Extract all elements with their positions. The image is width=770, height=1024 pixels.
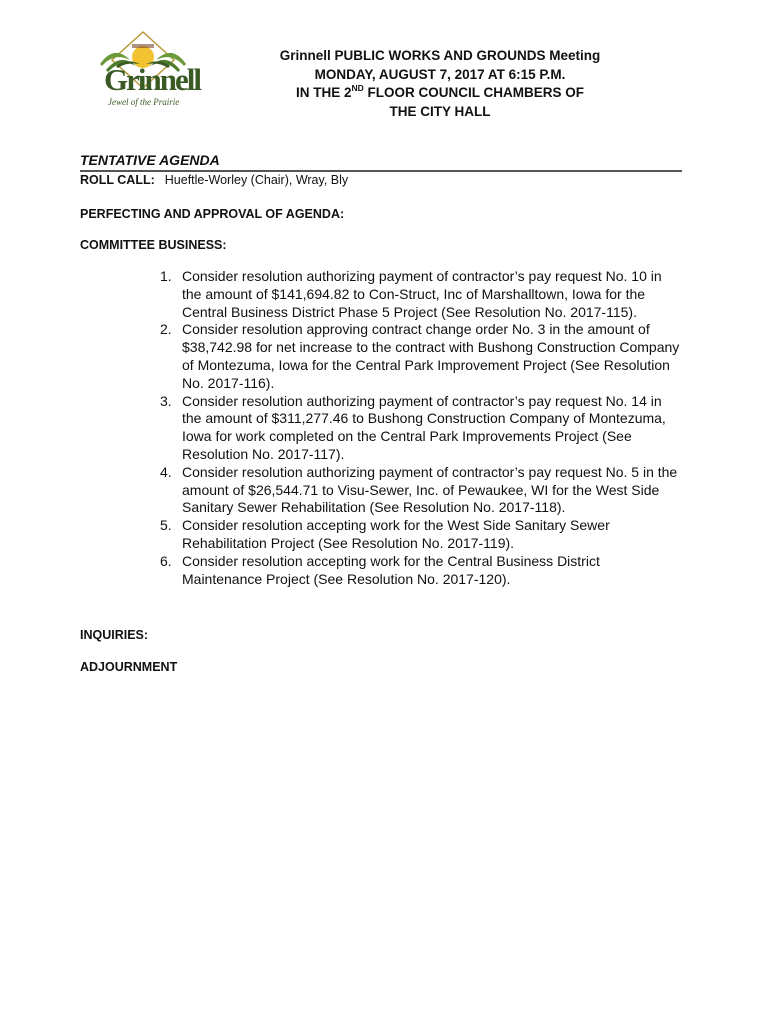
agenda-item-text: Consider resolution authorizing payment of contractor’s pay request No. 10 in the amount of $141,694.82 to Con-Struct, Inc of Marshalltown, Iowa for the Central Business District Phase 5 Project (See Resolution No. 2017-115). <box>182 268 662 320</box>
agenda-item-number: 4. <box>160 463 172 480</box>
header-line-3-post: FLOOR COUNCIL CHAMBERS OF <box>363 85 585 100</box>
agenda-item-text: Consider resolution authorizing payment of contractor’s pay request No. 14 in the amount of $311,277.46 to Bushong Construction Company of Montezuma, Iowa for work completed on the Central Park Improvements Project (See Resolution No. 2017-117). <box>182 392 666 462</box>
header-line-2: MONDAY, AUGUST 7, 2017 AT 6:15 P.M. <box>314 66 566 82</box>
meeting-header <box>215 47 665 121</box>
agenda-item-text: Consider resolution approving contract change order No. 3 in the amount of $38,742.98 for net increase to the contract with Bushong Construction Company of Montezuma, Iowa for the Central Park Improvement Project (See Resolution No. 2017-116). <box>182 321 680 391</box>
roll-call-value: Hueftle-Worley (Chair), Wray, Bly <box>164 173 349 187</box>
agenda-item-number: 1. <box>160 268 172 284</box>
header-line-3-pre: IN THE 2 <box>295 85 352 100</box>
header-line-4: THE CITY HALL <box>389 103 491 119</box>
agenda-item-number: 3. <box>160 392 172 409</box>
city-logo <box>96 30 200 110</box>
agenda-title: TENTATIVE AGENDA <box>80 152 220 168</box>
committee-business-heading: COMMITTEE BUSINESS: <box>80 238 227 252</box>
header-line-3-sup: ND <box>351 83 364 93</box>
agenda-item-number: 2. <box>160 321 172 338</box>
agenda-item-number: 6. <box>160 552 172 569</box>
logo-wordmark: Grinnell <box>104 62 200 97</box>
adjournment-heading: ADJOURNMENT <box>80 660 178 674</box>
roll-call <box>80 173 348 187</box>
agenda-item-list <box>160 268 680 588</box>
title-divider <box>80 170 682 172</box>
agenda-item <box>160 553 680 589</box>
inquiries-heading: INQUIRIES: <box>80 628 149 642</box>
agenda-item-text: Consider resolution authorizing payment of contractor’s pay request No. 5 in the amount of $26,544.71 to Visu-Sewer, Inc. of Pewaukee, WI for the West Side Sanitary Sewer Rehabilitation (See Resolution No. 2017-118). <box>182 463 678 516</box>
agenda-item-text: Consider resolution accepting work for the Central Business District Maintenance Project (See Resolution No. 2017-120). <box>182 552 600 587</box>
agenda-item <box>160 268 680 321</box>
agenda-item <box>160 464 680 517</box>
header-line-1: Grinnell PUBLIC WORKS AND GROUNDS Meeting <box>279 48 601 63</box>
agenda-item <box>160 321 680 392</box>
agenda-item <box>160 517 680 553</box>
agenda-item-text: Consider resolution accepting work for the West Side Sanitary Sewer Rehabilitation Project (See Resolution No. 2017-119). <box>182 517 610 551</box>
header-line-3 <box>215 84 665 103</box>
roll-call-label: ROLL CALL: <box>80 173 155 187</box>
perfecting-heading: PERFECTING AND APPROVAL OF AGENDA: <box>80 207 345 221</box>
agenda-item-number: 5. <box>160 517 172 534</box>
logo-tagline: Jewel of the Prairie <box>108 97 180 107</box>
agenda-item <box>160 393 680 464</box>
